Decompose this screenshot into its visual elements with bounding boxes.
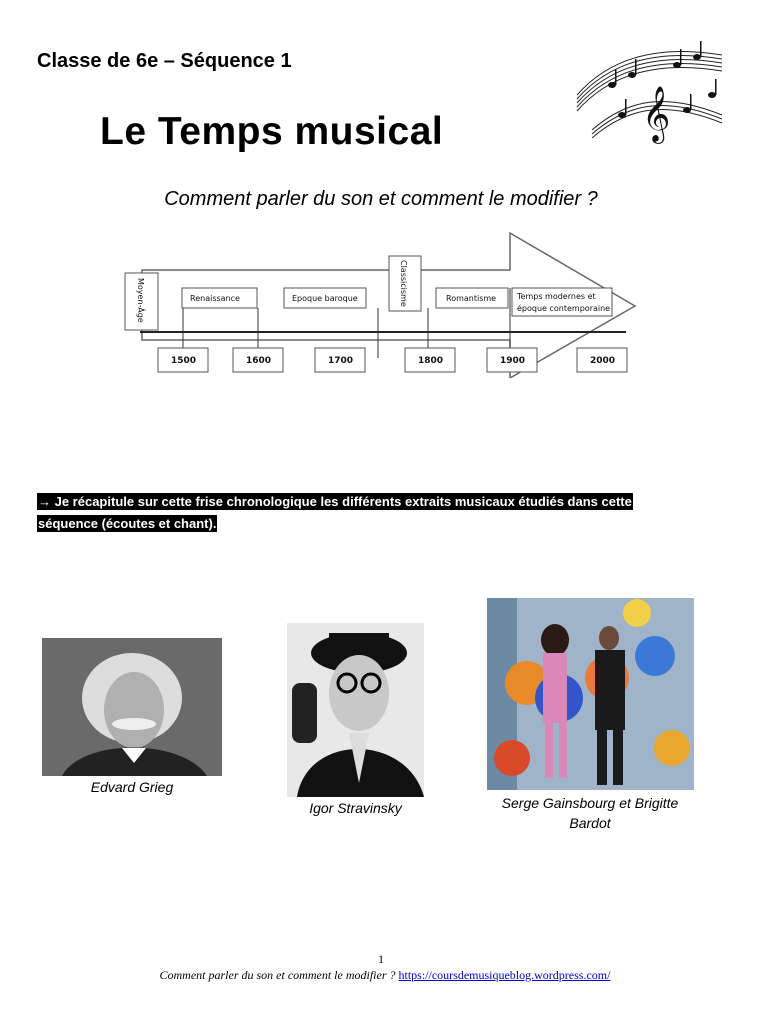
- period-modern-2: époque contemporaine: [517, 304, 611, 313]
- page-number: 1: [378, 952, 384, 966]
- photo-gainsbourg-bardot: [487, 598, 694, 790]
- period-classicisme: Classicisme: [399, 260, 408, 307]
- year-1500: 1500: [171, 356, 197, 366]
- class-label: Classe de 6e – Séquence 1: [37, 50, 292, 72]
- caption-gainsbourg-line-1: Serge Gainsbourg et Brigitte: [501, 795, 679, 811]
- instruction-line-1: → Je récapitule sur cette frise chronologique les différents extraits musicaux étudiés dans cette: [38, 494, 632, 509]
- year-1900: 1900: [500, 356, 526, 366]
- year-1800: 1800: [418, 356, 444, 366]
- photo-edvard-grieg: [42, 638, 222, 776]
- year-2000: 2000: [590, 356, 616, 366]
- instruction-text: [37, 491, 727, 535]
- period-modern-1: Temps modernes et: [517, 292, 596, 301]
- year-1600: 1600: [246, 356, 272, 366]
- footer-text: Comment parler du son et comment le modifier ?: [159, 968, 399, 982]
- period-renaissance: Renaissance: [190, 294, 240, 303]
- subtitle: Comment parler du son et comment le modifier ?: [164, 188, 598, 210]
- year-1700: 1700: [328, 356, 354, 366]
- caption-gainsbourg-line-2: Bardot: [569, 815, 611, 831]
- footer: [0, 968, 770, 983]
- caption-gainsbourg-bardot: [480, 793, 700, 833]
- footer-link[interactable]: https://coursdemusiqueblog.wordpress.com/: [398, 968, 611, 982]
- svg-text:𝄞: 𝄞: [642, 86, 671, 142]
- period-baroque: Epoque baroque: [292, 294, 358, 303]
- music-notes-icon: [572, 35, 732, 153]
- photo-igor-stravinsky: [287, 623, 424, 797]
- caption-edvard-grieg: Edvard Grieg: [90, 779, 174, 795]
- period-romantisme: Romantisme: [446, 294, 497, 303]
- page-title: Le Temps musical: [100, 110, 444, 153]
- caption-igor-stravinsky: Igor Stravinsky: [309, 800, 402, 816]
- instruction-line-2: séquence (écoutes et chant).: [38, 516, 217, 531]
- period-moyen-age: Moyen-Âge: [136, 278, 145, 323]
- timeline-frieze: [120, 228, 640, 378]
